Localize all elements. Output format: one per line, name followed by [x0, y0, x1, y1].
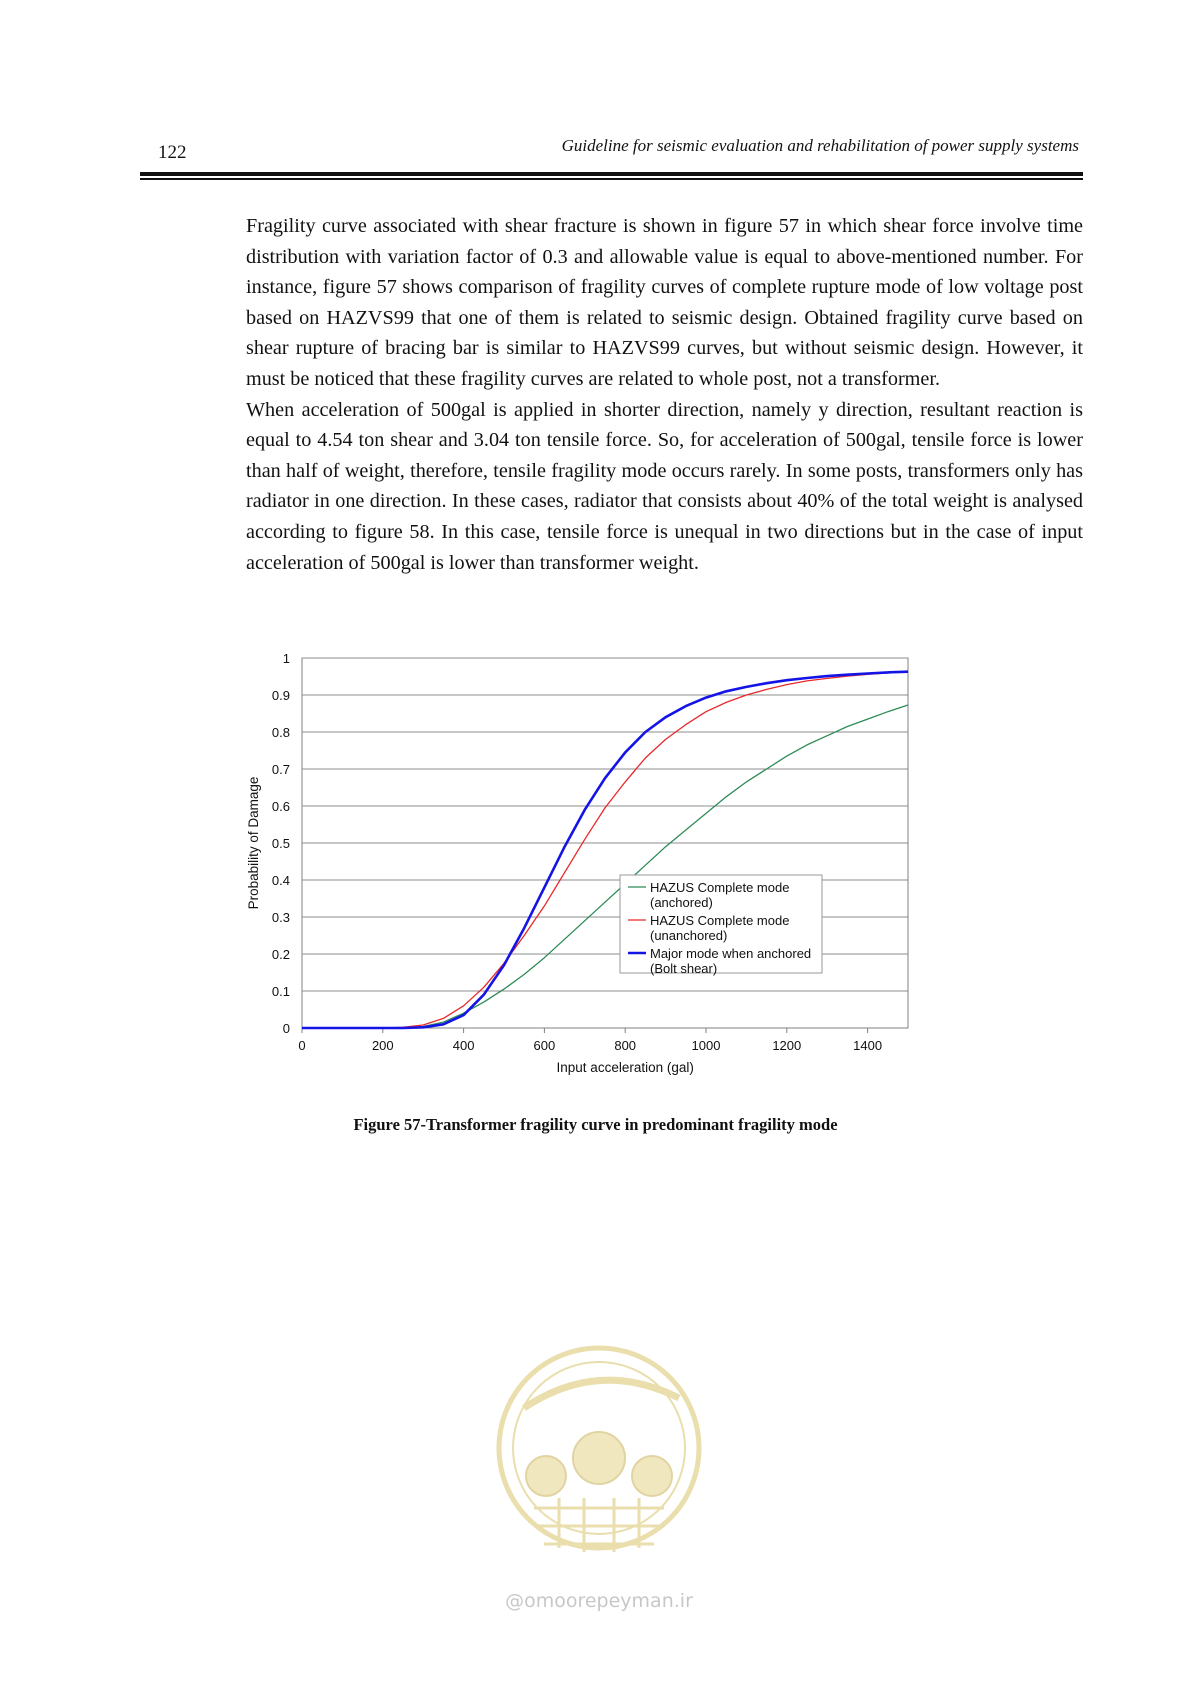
y-tick-label: 0.1 [271, 984, 290, 999]
x-tick-label: 0 [298, 1038, 306, 1053]
legend-entry-2-cont: (unanchored) [650, 928, 728, 943]
x-axis-label: Input acceleration (gal) [556, 1060, 694, 1075]
x-tick-label: 1200 [772, 1038, 802, 1053]
watermark-url: @omoorepeyman.ir [505, 1590, 693, 1612]
header-rule-thin [140, 178, 1083, 180]
x-tick-label: 200 [371, 1038, 394, 1053]
x-tick-label: 600 [533, 1038, 556, 1053]
y-tick-label: 0.3 [271, 910, 290, 925]
paragraph-2: When acceleration of 500gal is applied in shorter direction, namely y direction, resultant reaction is equal to 4.54 ton shear and 3.04 ton tensile force. So, for acceleration of 500gal, tensile force is lower than half of weight, therefore, tensile fragility mode occurs rarely. In some posts, transformers only has radiator in one direction. In these cases, radiator that consists about 40% of the total weight is analysed according to figure 58. In this case, tensile force is unequal in two directions but in the case of input acceleration of 500gal is lower than transformer weight. [246, 398, 1083, 574]
y-tick-label: 0.4 [271, 873, 290, 888]
x-tick-label: 800 [614, 1038, 637, 1053]
page-number: 122 [158, 142, 187, 163]
y-tick-label: 0.5 [271, 836, 290, 851]
y-axis-label: Probability of Damage [246, 776, 261, 910]
watermark-logo [484, 1318, 714, 1588]
y-tick-label: 1 [282, 651, 290, 666]
y-tick-label: 0.7 [271, 762, 290, 777]
legend-entry-1-cont: (anchored) [650, 895, 713, 910]
legend-entry-2: HAZUS Complete mode [650, 913, 790, 928]
x-tick-label: 1000 [691, 1038, 721, 1053]
watermark [484, 1318, 714, 1618]
paragraph-1: Fragility curve associated with shear fracture is shown in figure 57 in which shear force involve time distribution with variation factor of 0.3 and allowable value is equal to above-mentioned number. For instance, figure 57 shows comparison of fragility curves of complete rupture mode of low voltage post based on HAZVS99 that one of them is related to seismic design. Obtained fragility curve based on shear rupture of bracing bar is similar to HAZVS99 curves, but without seismic design. However, it must be noticed that these fragility curves are related to whole post, not a transformer. [246, 215, 1083, 390]
legend-entry-3-cont: (Bolt shear) [650, 961, 718, 976]
legend-entry-3: Major mode when anchored [650, 946, 812, 961]
running-header: Guideline for seismic evaluation and rehabilitation of power supply systems [561, 136, 1079, 155]
y-tick-label: 0 [282, 1021, 290, 1036]
y-tick-label: 0.6 [271, 799, 290, 814]
y-tick-label: 0.2 [271, 947, 290, 962]
x-tick-label: 400 [452, 1038, 475, 1053]
y-tick-label: 0.9 [271, 688, 290, 703]
body-text [246, 211, 1083, 578]
y-tick-label: 0.8 [271, 725, 290, 740]
legend-entry-1: HAZUS Complete mode [650, 880, 790, 895]
header-rule-thick [140, 172, 1083, 176]
chart-svg [240, 648, 930, 1098]
fragility-chart [240, 648, 930, 1098]
figure-caption: Figure 57-Transformer fragility curve in predominant fragility mode [353, 1115, 838, 1134]
x-tick-label: 1400 [853, 1038, 883, 1053]
